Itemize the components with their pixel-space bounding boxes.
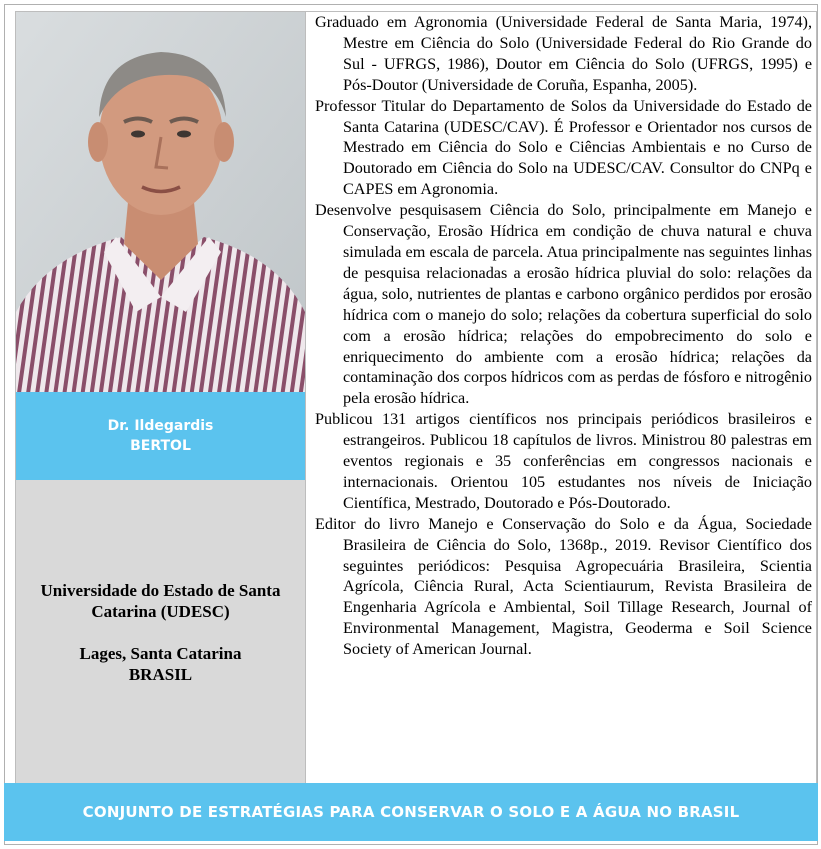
bio-paragraph: Professor Titular do Departamento de Solos da Universidade do Estado de Santa Catarina (UDESC/CAV). É Professor e Orientador nos cursos de Mestrado em Ciência do Solo e Ciências Ambientais e no Curso de Doutorado em Ciência do Solo na UDESC/CAV. Consultor do CNPq e CAPES em Agronomia. xyxy=(315,96,812,199)
bio-paragraph: Graduado em Agronomia (Universidade Federal de Santa Maria, 1974), Mestre em Ciência do Solo (Universidade Federal do Rio Grande do Sul - UFRGS, 1986), Doutor em Ciência do Solo (UFRGS, 1995) e Pós-Doutor (Universidade de Coruña, Espanha, 2005). xyxy=(315,13,812,94)
location-line-2: BRASIL xyxy=(128,665,193,684)
author-first-name: Dr. Ildegardis xyxy=(107,418,214,434)
profile-sidebar xyxy=(15,11,306,786)
bio-paragraph: Editor do livro Manejo e Conservação do Solo e da Água, Sociedade Brasileira de Ciência do Solo, 1368p., 2019. Revisor Científico dos seguintes periódicos: Pesquisa Agropecuária Brasileira, Scientia Agrícola, Ciência Rural, Acta Scientiaurum, Revista Brasileira de Engenharia Agrícola e Ambiental, Soil Tillage Research, Journal of Environmental Management, Magistra, Geoderma e Soil Science Society of American Journal. xyxy=(315,514,812,659)
biography xyxy=(306,11,817,786)
author-name-box xyxy=(16,392,305,480)
bio-paragraph: Desenvolve pesquisasem Ciência do Solo, principalmente em Manejo e Conservação, Erosão Hídrica em condição de chuva natural e chuva simulada em escala de parcela. Atua principalmente nas seguintes linhas de pesquisa relacionadas a erosão hídrica pluvial do solo: relações da água, solo, nutrientes de plantas e carbono orgânico perdidos por erosão hídrica com o manejo do solo; relações da cobertura superficial do solo com a erosão hídrica; relações do empobrecimento do solo e enriquecimento do ambiente com a erosão hídrica; relações da contaminação dos corpos hídricos com as perdas de fósforo e nitrogênio pela erosão hídrica. xyxy=(315,201,812,408)
affiliation-box xyxy=(16,480,305,785)
footer-title: CONJUNTO DE ESTRATÉGIAS PARA CONSERVAR O SOLO E A ÁGUA NO BRASIL xyxy=(82,803,740,821)
bio-paragraph: Publicou 131 artigos científicos nos principais periódicos brasileiros e estrangeiros. Publicou 18 capítulos de livros. Ministrou 80 palestras em eventos regionais e 35 conferências em congressos nacionais e internacionais. Orientou 105 estudantes nos níveis de Iniciação Científica, Mestrado, Doutorado e Pós-Doutorado. xyxy=(315,410,812,512)
footer-banner xyxy=(4,783,818,841)
location-line-1: Lages, Santa Catarina xyxy=(79,644,242,663)
affiliation-line-1: Universidade do Estado de Santa xyxy=(40,581,281,600)
profile-card xyxy=(4,4,818,845)
author-last-name: BERTOL xyxy=(130,438,191,454)
affiliation-line-2: Catarina (UDESC) xyxy=(91,602,230,621)
portrait-photo xyxy=(16,12,305,392)
